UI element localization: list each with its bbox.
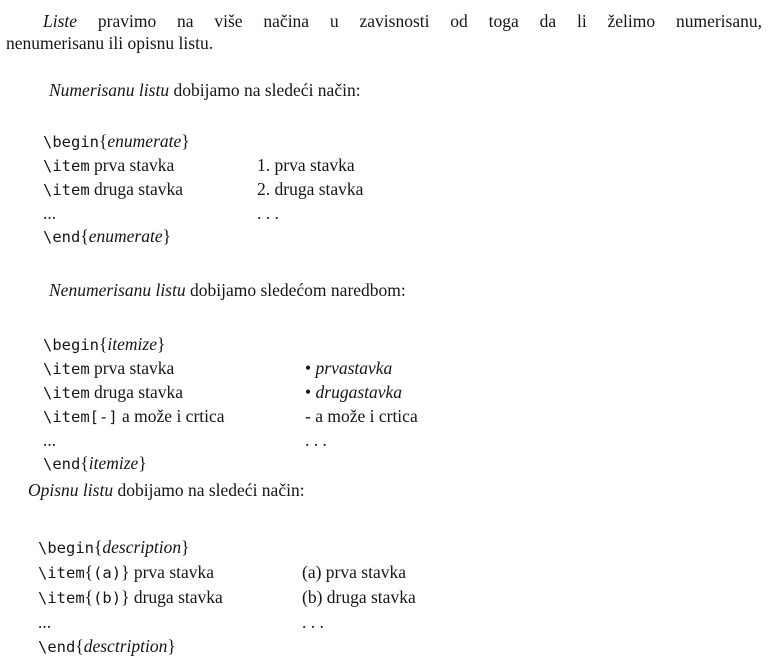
text-run: {	[80, 453, 89, 473]
heading-numbered-list	[49, 79, 762, 101]
text-run: druga stavka	[89, 382, 183, 402]
rendered-output-text	[302, 560, 406, 584]
description-code-block	[38, 535, 762, 659]
text-run: dobijamo sledećom naredbom:	[185, 280, 406, 300]
itemize-code-block	[43, 333, 762, 476]
code-line	[43, 333, 762, 357]
text-run: - a može i crtica	[305, 406, 418, 426]
latex-source-text	[38, 610, 302, 634]
text-run: desctription	[83, 636, 168, 656]
text-run: }	[156, 334, 166, 354]
text-run: prva stavka	[89, 155, 175, 175]
code-line	[43, 405, 762, 429]
text-run: {	[80, 226, 89, 246]
text-run: (b)	[93, 589, 122, 607]
text-run: }	[167, 636, 176, 656]
rendered-output-text	[305, 405, 418, 428]
text-run: druga stavka	[129, 587, 223, 607]
text-run: druga stavka	[89, 179, 183, 199]
text-run: }	[162, 226, 172, 246]
latex-source-text	[43, 130, 257, 154]
text-run: 1. prva stavka	[257, 155, 355, 175]
text-run: }	[181, 131, 190, 151]
text-run: ...	[43, 430, 57, 450]
code-line	[38, 634, 762, 659]
text-run: . . .	[302, 612, 324, 632]
rendered-output-text	[257, 202, 279, 225]
text-run: a može i crtica	[117, 406, 225, 426]
text-run: \end	[38, 638, 76, 656]
latex-source-text	[38, 535, 302, 560]
text-run: prva stavka	[89, 358, 175, 378]
latex-source-text	[43, 154, 257, 178]
code-line	[43, 130, 762, 154]
code-line	[43, 381, 762, 405]
text-run: ...	[38, 612, 52, 632]
text-run: (a)	[93, 564, 122, 582]
rendered-output-text	[257, 178, 363, 201]
latex-source-text	[38, 585, 302, 610]
text-run: (a) prva stavka	[302, 562, 406, 582]
code-line	[38, 535, 762, 560]
heading-unnumbered-list	[49, 279, 762, 301]
intro-paragraph	[6, 10, 762, 54]
text-run: \end	[43, 455, 81, 473]
code-line	[43, 357, 762, 381]
latex-source-text	[43, 178, 257, 202]
code-line	[43, 225, 762, 249]
text-run: \item	[43, 157, 90, 175]
text-run: \item	[38, 589, 85, 607]
text-run: Nenumerisanu listu	[49, 280, 186, 300]
code-line	[43, 154, 762, 178]
rendered-output-text	[302, 610, 324, 634]
latex-source-text	[43, 405, 305, 429]
latex-source-text	[43, 202, 257, 225]
text-run: \item	[43, 360, 90, 378]
intro-line-1	[6, 10, 762, 32]
rendered-output-text	[305, 429, 327, 452]
text-run: \item	[38, 564, 85, 582]
text-run: \begin	[38, 539, 94, 557]
text-run: prvastavka	[315, 358, 393, 378]
text-run: prva stavka	[129, 562, 215, 582]
text-run: \item	[43, 384, 90, 402]
text-run: }	[121, 562, 130, 582]
text-run: }	[138, 453, 147, 473]
text-run: }	[121, 587, 130, 607]
text-run: enumerate	[88, 226, 163, 246]
rendered-output-text	[257, 154, 355, 177]
text-run: drugastavka	[315, 382, 403, 402]
text-run: . . .	[257, 203, 279, 223]
text-run: Opisnu listu	[28, 480, 114, 500]
text-run: Liste	[43, 11, 78, 31]
text-run: \item	[43, 181, 90, 199]
code-line	[43, 452, 762, 476]
latex-source-text	[38, 560, 302, 585]
text-run: \begin	[43, 133, 99, 151]
code-line	[38, 610, 762, 634]
text-run: dobijamo na sledeći način:	[113, 480, 305, 500]
code-line	[43, 178, 762, 202]
text-run: itemize	[88, 453, 139, 473]
text-run: dobijamo na sledeći način:	[169, 80, 361, 100]
text-run: }	[181, 537, 190, 557]
code-line	[43, 429, 762, 452]
text-run: 2. druga stavka	[257, 179, 364, 199]
text-run: {	[75, 636, 84, 656]
text-run: \item[-]	[43, 408, 118, 426]
code-line	[38, 560, 762, 585]
text-run: nenumerisanu ili opisnu listu.	[6, 33, 214, 53]
text-run: \end	[43, 228, 81, 246]
text-run: {	[84, 587, 94, 607]
text-run: itemize	[107, 334, 157, 354]
latex-source-text	[43, 429, 305, 452]
text-run: {	[94, 537, 103, 557]
enumerate-code-block	[43, 130, 762, 249]
heading-description-list	[28, 479, 762, 501]
latex-source-text	[43, 225, 257, 249]
text-run: pravimo na više načina u zavisnosti od toga da li želimo numerisanu,	[77, 11, 762, 31]
latex-source-text	[43, 333, 305, 357]
rendered-output-text	[302, 585, 416, 609]
text-run: enumerate	[107, 131, 182, 151]
text-run: {	[99, 334, 108, 354]
latex-source-text	[43, 357, 305, 381]
intro-line-2	[6, 32, 762, 54]
text-run: description	[102, 537, 182, 557]
latex-source-text	[38, 634, 302, 659]
code-line	[38, 585, 762, 610]
text-run: {	[84, 562, 94, 582]
text-run: . . .	[305, 430, 327, 450]
text-run: •	[305, 358, 316, 378]
latex-source-text	[43, 381, 305, 405]
text-run: •	[305, 382, 316, 402]
text-run: Numerisanu listu	[49, 80, 170, 100]
rendered-output-text	[305, 381, 402, 404]
rendered-output-text	[305, 357, 392, 380]
text-run: (b) druga stavka	[302, 587, 416, 607]
text-run: ...	[43, 203, 57, 223]
code-line	[43, 202, 762, 225]
text-run: \begin	[43, 336, 99, 354]
latex-source-text	[43, 452, 305, 476]
text-run: {	[99, 131, 108, 151]
